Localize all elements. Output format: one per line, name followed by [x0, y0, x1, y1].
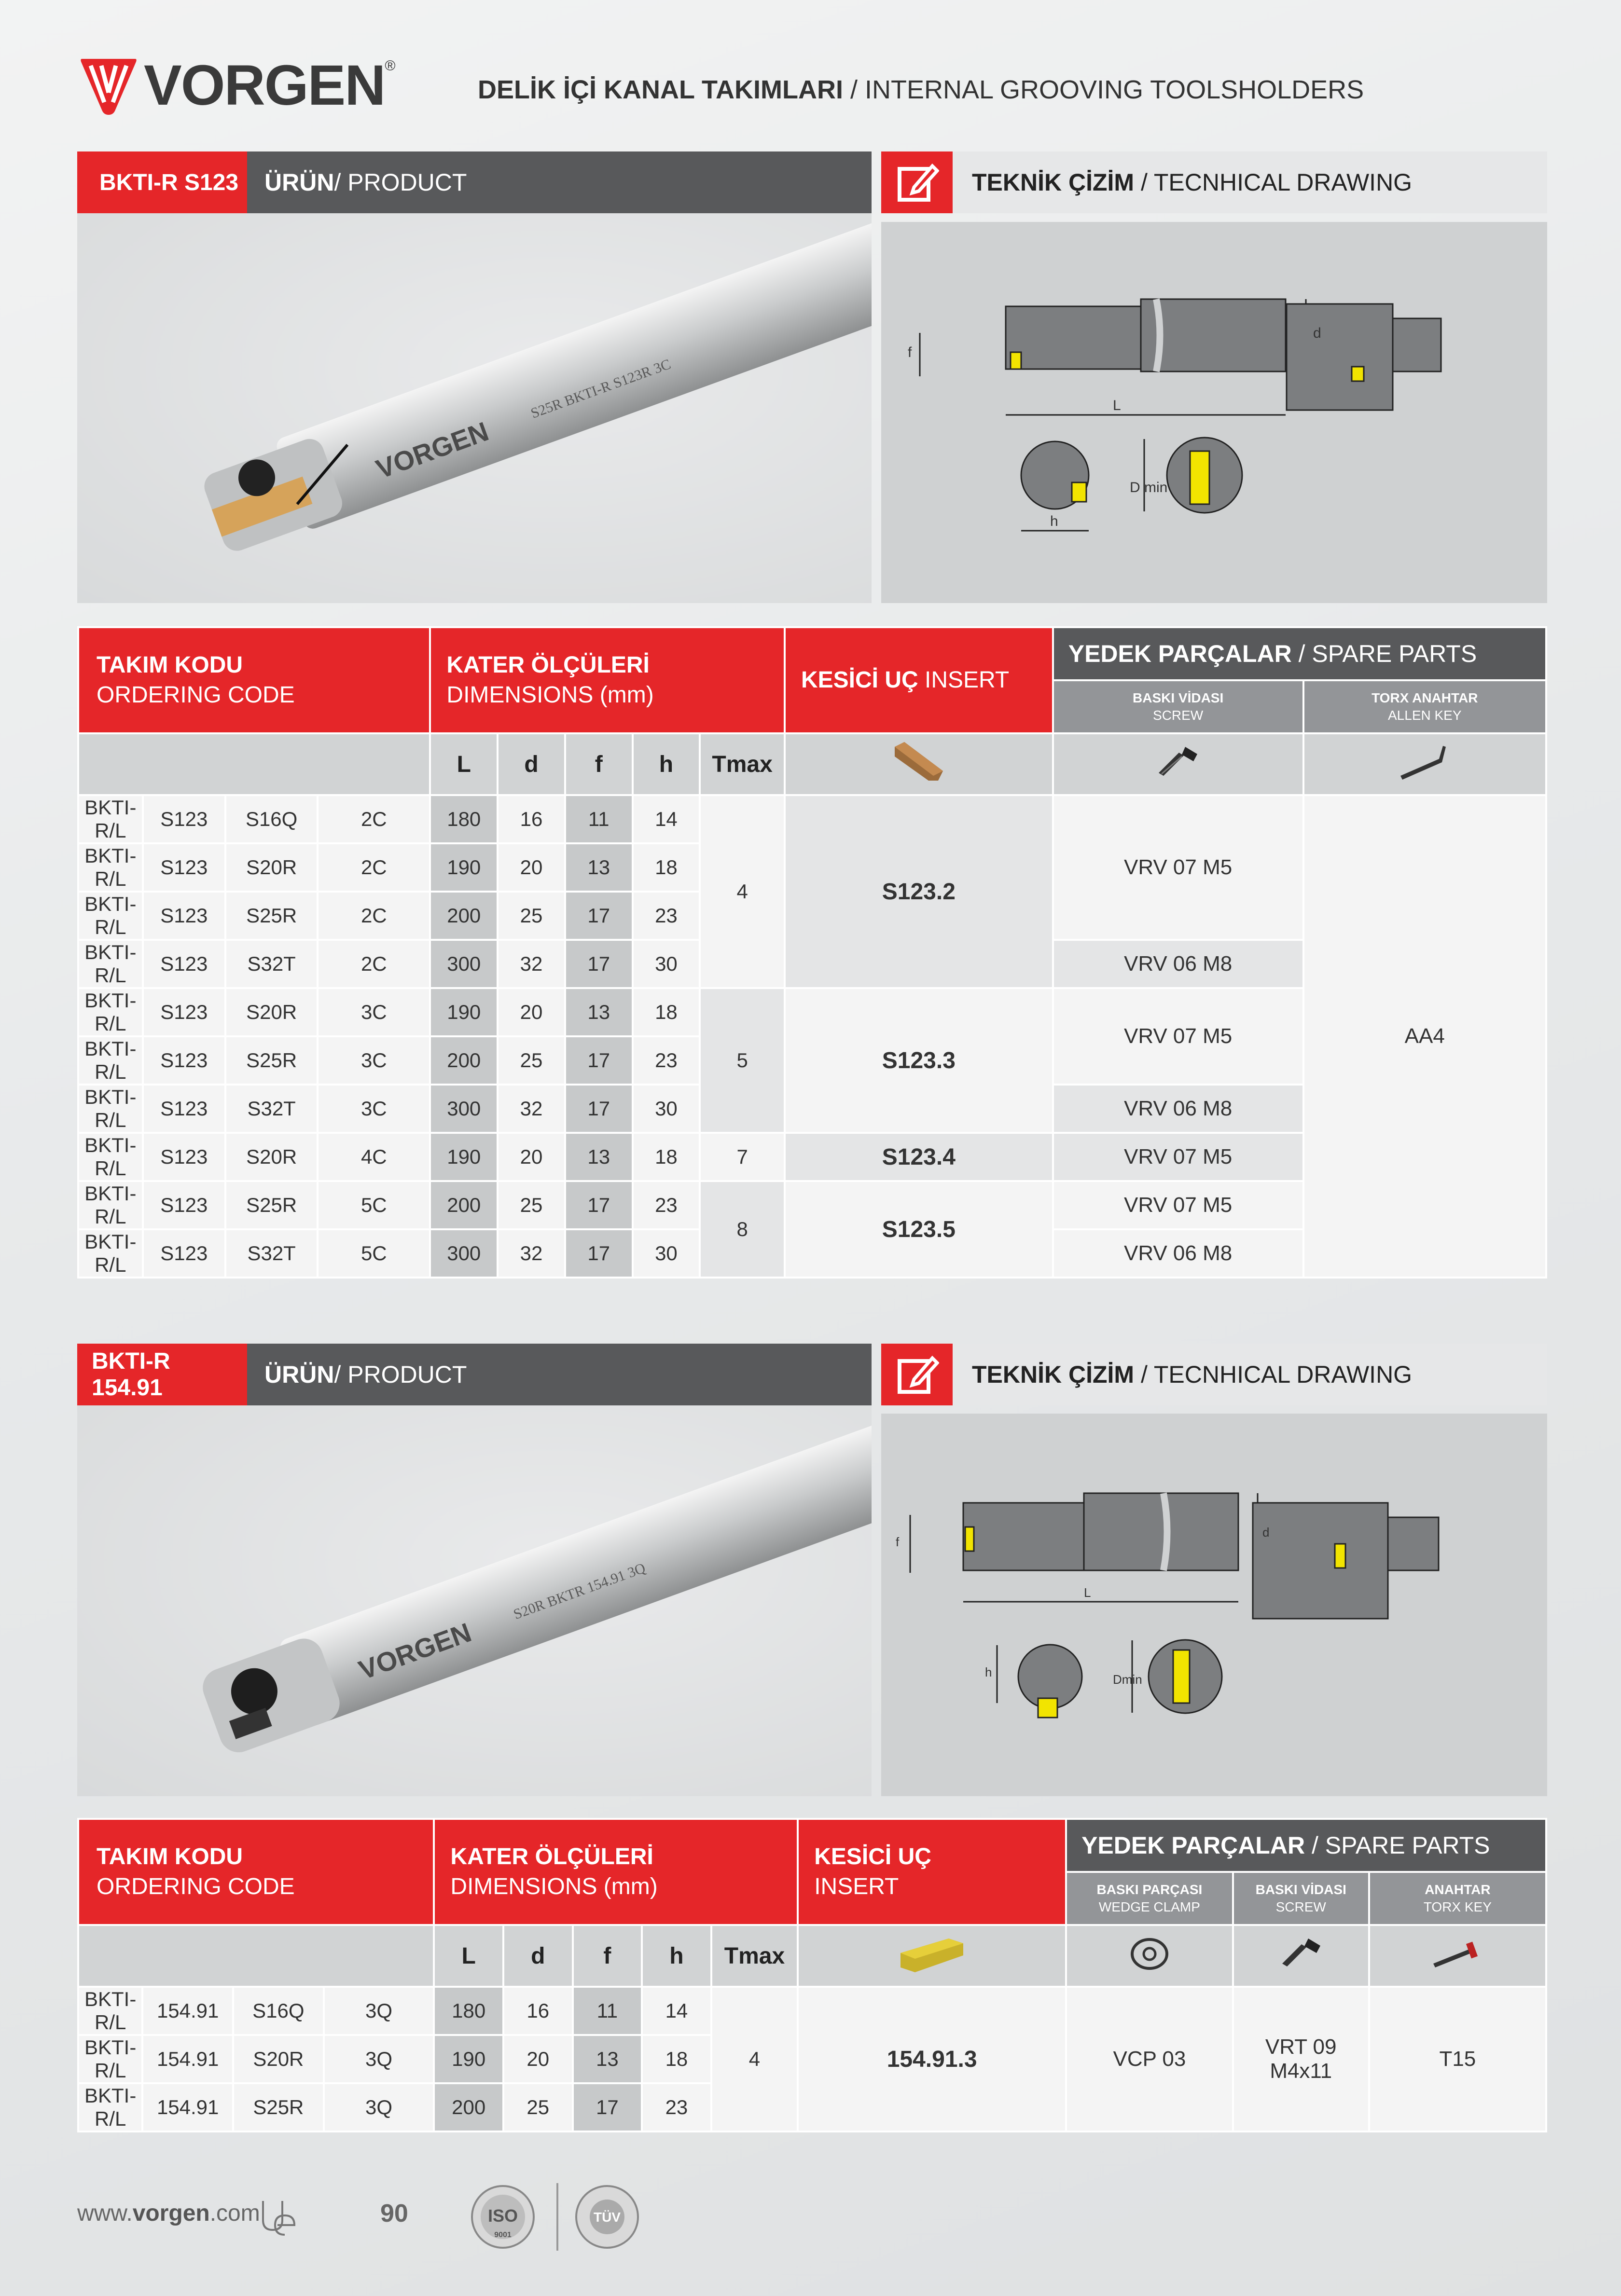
cell: 2C	[318, 795, 430, 843]
insert-tr: KESİCİ UÇ	[814, 1844, 931, 1870]
screw-cell: VRV 07 M5	[1053, 795, 1303, 940]
cell: S25R	[233, 2083, 324, 2131]
cell: 200	[430, 1036, 498, 1085]
cell: 25	[498, 1181, 565, 1229]
insert-tr: KESİCİ UÇ	[801, 667, 918, 693]
screw-cell: VRV 06 M8	[1053, 1085, 1303, 1133]
footer-monogram-icon	[258, 2196, 306, 2242]
footer-divider	[556, 2183, 558, 2251]
product-label-tr: ÜRÜN	[264, 169, 334, 196]
cell: 154.91	[142, 2035, 233, 2083]
photo2-marking: VORGEN	[355, 1617, 475, 1686]
table1-insert-header	[785, 627, 1053, 733]
cell: 2C	[318, 843, 430, 892]
cell: 23	[633, 1036, 700, 1085]
cell: 25	[498, 1036, 565, 1085]
table1-screw-subheader	[1053, 680, 1303, 733]
iso-number: 9001	[494, 2231, 512, 2239]
dims-tr: KATER ÖLÇÜLERİ	[450, 1844, 653, 1870]
table2-clamp-subheader	[1066, 1872, 1233, 1925]
cell: S16Q	[225, 795, 318, 843]
insert-en: INSERT	[814, 1874, 899, 1899]
allen-key-icon	[1303, 733, 1546, 795]
cell: 300	[430, 1229, 498, 1278]
cell: S123	[143, 843, 226, 892]
key-cell: AA4	[1303, 795, 1546, 1278]
drawing-label-tr: TEKNİK ÇİZİM	[972, 1361, 1135, 1388]
dims-tr: KATER ÖLÇÜLERİ	[446, 652, 650, 678]
cell: 23	[633, 1181, 700, 1229]
iso-text: ISO	[487, 2206, 518, 2226]
section1-code: BKTI-R S123	[77, 151, 247, 213]
cell: 17	[565, 1036, 633, 1085]
spare-tr: YEDEK PARÇALAR	[1068, 640, 1292, 667]
screw-cell: VRV 06 M8	[1053, 940, 1303, 988]
drawing-label-en: / TECNHICAL DRAWING	[1134, 1361, 1413, 1388]
drawing2-label-f: f	[896, 1535, 900, 1549]
cell: 2C	[318, 940, 430, 988]
cell: S123	[143, 940, 226, 988]
screw-line2: M4x11	[1270, 2059, 1332, 2083]
cell: S16Q	[233, 1987, 324, 2035]
spare-tr: YEDEK PARÇALAR	[1081, 1832, 1305, 1859]
cell: BKTI-R/L	[78, 1181, 143, 1229]
insert-cell: S123.4	[785, 1133, 1053, 1181]
cell: S25R	[225, 892, 318, 940]
insert-cell: S123.3	[785, 988, 1053, 1133]
col-L: L	[434, 1925, 503, 1987]
cell: 3C	[318, 1085, 430, 1133]
cell: BKTI-R/L	[78, 940, 143, 988]
cell: 300	[430, 1085, 498, 1133]
cell: 200	[434, 2083, 503, 2131]
table1-dims-header	[430, 627, 785, 733]
cell: 30	[633, 1229, 700, 1278]
photo1-marking: VORGEN	[372, 415, 493, 485]
ordering-en: ORDERING CODE	[97, 682, 295, 708]
cell: BKTI-R/L	[78, 1229, 143, 1278]
section1-table	[77, 626, 1547, 1279]
col-f: f	[573, 1925, 642, 1987]
cell: 3C	[318, 988, 430, 1036]
tmax-cell: 4	[711, 1987, 798, 2131]
cell: 11	[565, 795, 633, 843]
cell: S25R	[225, 1181, 318, 1229]
section1-drawing-bar	[881, 151, 1547, 213]
drawing1-label-h: h	[1050, 513, 1058, 529]
screw-cell	[1233, 1987, 1369, 2131]
clamp-cell: VCP 03	[1066, 1987, 1233, 2131]
cell: S32T	[225, 1085, 318, 1133]
cell: S123	[143, 988, 226, 1036]
col-h: h	[642, 1925, 711, 1987]
cell: 20	[498, 843, 565, 892]
cell: 18	[633, 1133, 700, 1181]
cell: 18	[633, 843, 700, 892]
tmax-cell: 8	[700, 1181, 785, 1278]
screw-en: SCREW	[1275, 1899, 1326, 1914]
key-cell: T15	[1369, 1987, 1546, 2131]
cell: 3Q	[324, 1987, 434, 2035]
cell: 200	[430, 1181, 498, 1229]
tmax-cell: 7	[700, 1133, 785, 1181]
col-h: h	[633, 733, 700, 795]
screw-icon	[1233, 1925, 1369, 1987]
cell: 17	[565, 1181, 633, 1229]
iso-certification-badge	[469, 2183, 537, 2253]
cell: 23	[633, 892, 700, 940]
col-f: f	[565, 733, 633, 795]
cell: 154.91	[142, 1987, 233, 2035]
cell: BKTI-R/L	[78, 1036, 143, 1085]
torx-key-icon	[1369, 1925, 1546, 1987]
table-row	[78, 795, 1546, 843]
tmax-cell: 5	[700, 988, 785, 1133]
table1-key-subheader	[1303, 680, 1546, 733]
cell: 13	[565, 1133, 633, 1181]
drawing-label-tr: TEKNİK ÇİZİM	[972, 169, 1135, 196]
cell: S32T	[225, 1229, 318, 1278]
ordering-en: ORDERING CODE	[97, 1874, 295, 1899]
drawing1-label-L: L	[1113, 398, 1121, 413]
col-L: L	[430, 733, 498, 795]
cell: 3Q	[324, 2083, 434, 2131]
col-tmax: Tmax	[711, 1925, 798, 1987]
cell: BKTI-R/L	[78, 1133, 143, 1181]
drawing1-label-d: d	[1313, 325, 1321, 341]
drawing1-label-f: f	[908, 344, 912, 360]
cell: S20R	[225, 1133, 318, 1181]
tmax-cell: 4	[700, 795, 785, 988]
cell: 4C	[318, 1133, 430, 1181]
cell: 30	[633, 940, 700, 988]
cell: 200	[430, 892, 498, 940]
key-en: ALLEN KEY	[1388, 708, 1462, 723]
screw-cell: VRV 07 M5	[1053, 1133, 1303, 1181]
cell: 20	[503, 2035, 573, 2083]
registered-mark: ®	[385, 58, 396, 74]
drawing2-label-L: L	[1084, 1585, 1091, 1600]
cell: 190	[430, 988, 498, 1036]
cell: 13	[565, 843, 633, 892]
cell: S20R	[225, 843, 318, 892]
key-tr: TORX ANAHTAR	[1372, 690, 1478, 705]
cell: 20	[498, 988, 565, 1036]
cell: S32T	[225, 940, 318, 988]
cell: 32	[498, 1085, 565, 1133]
key-en: TORX KEY	[1423, 1899, 1492, 1914]
section2-drawing-bar	[881, 1344, 1547, 1405]
section1-technical-drawing	[881, 222, 1547, 603]
insert-cell: S123.2	[785, 795, 1053, 988]
section2-table	[77, 1818, 1547, 2132]
screw-tr: BASKI VİDASI	[1255, 1882, 1346, 1897]
cell: 17	[565, 892, 633, 940]
cell: S123	[143, 1133, 226, 1181]
product-label-en: / PRODUCT	[334, 1361, 467, 1388]
cell: 25	[498, 892, 565, 940]
cell: 190	[430, 843, 498, 892]
table1-ordering-header	[78, 627, 430, 733]
cell: 11	[573, 1987, 642, 2035]
cell: 16	[503, 1987, 573, 2035]
table2-spare-header	[1066, 1819, 1546, 1872]
cell: 5C	[318, 1229, 430, 1278]
cell: 3C	[318, 1036, 430, 1085]
cell: BKTI-R/L	[78, 795, 143, 843]
cell: 18	[633, 988, 700, 1036]
cell: 20	[498, 1133, 565, 1181]
table2-key-subheader	[1369, 1872, 1546, 1925]
col-tmax: Tmax	[700, 733, 785, 795]
section2-technical-drawing	[881, 1414, 1547, 1796]
section2-product-label	[247, 1344, 872, 1405]
spare-en: / SPARE PARTS	[1291, 640, 1477, 667]
table2-ordering-header	[78, 1819, 434, 1925]
table-row	[78, 1987, 1546, 2035]
clamp-en: WEDGE CLAMP	[1098, 1899, 1200, 1914]
ordering-tr: TAKIM KODU	[97, 652, 243, 678]
page-title-sep: /	[843, 75, 865, 104]
cell: S20R	[233, 2035, 324, 2083]
drawing2-label-d: d	[1262, 1525, 1270, 1540]
insert-cell: 154.91.3	[798, 1987, 1066, 2131]
page-number: 90	[380, 2200, 408, 2227]
table1-blank-header	[78, 733, 430, 795]
screw-line1: VRT 09	[1265, 2035, 1337, 2059]
insert-icon	[798, 1925, 1066, 1987]
cell: 17	[565, 1085, 633, 1133]
drawing1-label-dmin: D min	[1130, 480, 1168, 495]
url-pre: www.	[77, 2200, 133, 2226]
cell: S123	[143, 1181, 226, 1229]
cell: 14	[633, 795, 700, 843]
cell: BKTI-R/L	[78, 1085, 143, 1133]
cell: BKTI-R/L	[78, 2035, 142, 2083]
section1-product-photo	[77, 213, 872, 603]
cell: BKTI-R/L	[78, 988, 143, 1036]
screw-cell: VRV 07 M5	[1053, 988, 1303, 1085]
screw-en: SCREW	[1153, 708, 1204, 723]
col-d: d	[498, 733, 565, 795]
page-title-tr: DELİK İÇİ KANAL TAKIMLARI	[478, 75, 843, 104]
cell: 32	[498, 1229, 565, 1278]
footer-url[interactable]	[77, 2200, 260, 2227]
cell: 2C	[318, 892, 430, 940]
cell: BKTI-R/L	[78, 1987, 142, 2035]
ordering-tr: TAKIM KODU	[97, 1844, 243, 1870]
cell: 180	[434, 1987, 503, 2035]
spare-en: / SPARE PARTS	[1305, 1832, 1490, 1859]
section1-product-bar	[77, 151, 872, 213]
wedge-clamp-icon	[1066, 1925, 1233, 1987]
photo2-text: S20R BKTR 154.91 3Q	[511, 1560, 648, 1623]
table2-dims-header	[434, 1819, 798, 1925]
cell: 25	[503, 2083, 573, 2131]
cell: 154.91	[142, 2083, 233, 2131]
drawing2-label-h: h	[985, 1665, 992, 1679]
cell: 13	[565, 988, 633, 1036]
cell: BKTI-R/L	[78, 892, 143, 940]
url-bold: vorgen	[132, 2200, 210, 2226]
cell: S123	[143, 1085, 226, 1133]
insert-icon	[785, 733, 1053, 795]
url-post: .com	[209, 2200, 260, 2226]
cell: 3Q	[324, 2035, 434, 2083]
cell: 190	[430, 1133, 498, 1181]
dims-en: DIMENSIONS (mm)	[446, 682, 654, 708]
table2-screw-subheader	[1233, 1872, 1369, 1925]
col-d: d	[503, 1925, 573, 1987]
vorgen-emblem-icon	[77, 54, 140, 117]
cell: 180	[430, 795, 498, 843]
section1-product-label	[247, 151, 872, 213]
cell: 17	[573, 2083, 642, 2131]
cell: S123	[143, 892, 226, 940]
section2-code: BKTI-R 154.91	[77, 1344, 247, 1405]
screw-cell: VRV 06 M8	[1053, 1229, 1303, 1278]
cell: 23	[642, 2083, 711, 2131]
page-title-en: INTERNAL GROOVING TOOLSHOLDERS	[864, 75, 1364, 104]
photo1-text: S25R BKTI-R S123R 3C	[528, 356, 673, 422]
table2-insert-header	[798, 1819, 1066, 1925]
edit-drawing-icon	[881, 151, 953, 213]
edit-drawing-icon	[881, 1344, 953, 1405]
key-tr: ANAHTAR	[1425, 1882, 1491, 1897]
cell: S123	[143, 1229, 226, 1278]
screw-tr: BASKI VİDASI	[1133, 690, 1224, 705]
drawing-label	[953, 168, 1412, 196]
section2-product-bar	[77, 1344, 872, 1405]
cell: BKTI-R/L	[78, 843, 143, 892]
cell: 14	[642, 1987, 711, 2035]
screw-icon	[1053, 733, 1303, 795]
cell: S25R	[225, 1036, 318, 1085]
product-label-en: / PRODUCT	[334, 169, 467, 196]
insert-en: INSERT	[918, 667, 1010, 693]
cell: 18	[642, 2035, 711, 2083]
insert-cell: S123.5	[785, 1181, 1053, 1278]
drawing-label-en: / TECNHICAL DRAWING	[1134, 169, 1413, 196]
cell: S20R	[225, 988, 318, 1036]
cell: 5C	[318, 1181, 430, 1229]
screw-cell: VRV 07 M5	[1053, 1181, 1303, 1229]
cell: 17	[565, 1229, 633, 1278]
cell: 190	[434, 2035, 503, 2083]
page-title	[478, 75, 1364, 105]
tuv-certification-badge	[573, 2183, 641, 2253]
table1-spare-header	[1053, 627, 1546, 680]
brand-name: VORGEN	[144, 54, 385, 117]
drawing-label	[953, 1361, 1412, 1389]
cell: S123	[143, 795, 226, 843]
cell: 300	[430, 940, 498, 988]
cell: 32	[498, 940, 565, 988]
cell: S123	[143, 1036, 226, 1085]
tuv-text: TÜV	[594, 2210, 621, 2225]
cell: 30	[633, 1085, 700, 1133]
product-label-tr: ÜRÜN	[264, 1361, 334, 1388]
table2-blank-header	[78, 1925, 434, 1987]
cell: 16	[498, 795, 565, 843]
cell: BKTI-R/L	[78, 2083, 142, 2131]
cell: 13	[573, 2035, 642, 2083]
cell: 17	[565, 940, 633, 988]
drawing2-label-dmin: Dmin	[1113, 1672, 1142, 1687]
vorgen-logo	[77, 54, 396, 117]
clamp-tr: BASKI PARÇASI	[1096, 1882, 1203, 1897]
dims-en: DIMENSIONS (mm)	[450, 1874, 658, 1899]
section2-product-photo	[77, 1405, 872, 1796]
